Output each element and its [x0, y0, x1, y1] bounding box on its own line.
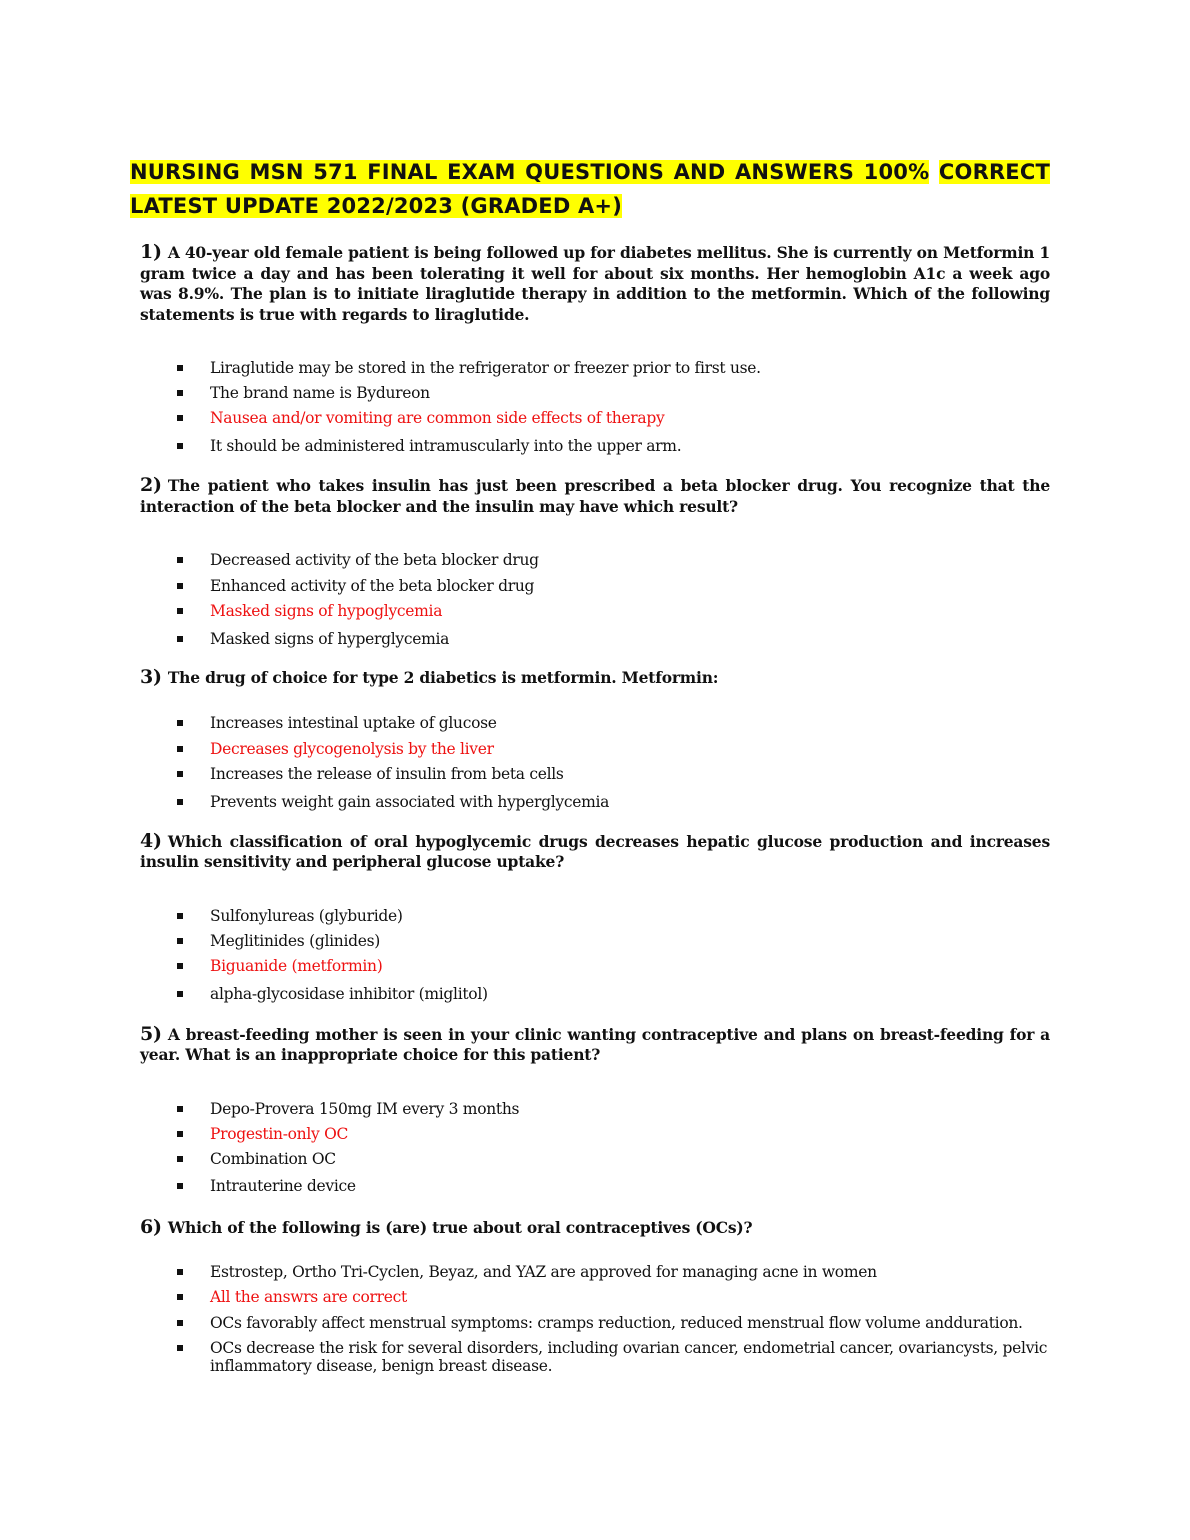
answer-option-label: Estrostep, Ortho Tri-Cyclen, Beyaz, and YAZ are approved for managing acne in women	[210, 1263, 877, 1281]
question-number: 5)	[140, 1022, 162, 1045]
square-bullet-icon	[177, 913, 183, 919]
title-line-1: NURSING MSN 571 FINAL EXAM QUESTIONS AND ANSWERS 100%	[130, 160, 930, 184]
square-bullet-icon	[177, 1269, 183, 1275]
answer-option-label: All the answrs are correct	[210, 1288, 407, 1306]
answer-option-label: Meglitinides (glinides)	[210, 931, 381, 950]
answer-option-correct	[140, 740, 1050, 758]
square-bullet-icon	[177, 771, 183, 777]
answer-option	[140, 765, 1050, 783]
answer-option	[140, 437, 1050, 455]
answer-option	[140, 630, 1050, 648]
square-bullet-icon	[177, 1294, 183, 1300]
answer-options	[140, 1100, 1050, 1195]
question-5	[140, 1024, 1050, 1195]
question-2	[140, 475, 1050, 648]
square-bullet-icon	[177, 557, 183, 563]
square-bullet-icon	[177, 991, 183, 997]
question-text	[140, 1217, 1050, 1239]
question-text	[140, 667, 1050, 689]
answer-option	[140, 577, 1050, 595]
answer-options	[140, 551, 1050, 648]
question-prompt: Which of the following is (are) true about oral contraceptives (OCs)?	[167, 1217, 753, 1237]
question-4	[140, 831, 1050, 1003]
answer-option-label: Increases intestinal uptake of glucose	[210, 713, 497, 732]
question-prompt: The drug of choice for type 2 diabetics is metformin. Metformin:	[167, 668, 719, 687]
answer-option-label: Depo-Provera 150mg IM every 3 months	[210, 1099, 520, 1118]
answer-option	[140, 551, 1050, 569]
square-bullet-icon	[177, 746, 183, 752]
square-bullet-icon	[177, 608, 183, 614]
answer-option-correct	[140, 409, 1050, 427]
square-bullet-icon	[177, 365, 183, 371]
answer-options	[140, 714, 1050, 811]
answer-option-correct	[140, 957, 1050, 975]
answer-option-label: Combination OC	[210, 1149, 336, 1168]
answer-option-correct	[140, 1125, 1050, 1143]
answer-option-label: alpha-glycosidase inhibitor (miglitol)	[210, 984, 488, 1003]
answer-option-label: It should be administered intramuscularly into the upper arm.	[210, 437, 682, 455]
square-bullet-icon	[177, 1345, 183, 1351]
square-bullet-icon	[177, 1183, 183, 1189]
square-bullet-icon	[177, 1131, 183, 1137]
answer-option	[140, 1177, 1050, 1195]
answer-option-label: Progestin-only OC	[210, 1124, 349, 1143]
question-text	[140, 475, 1050, 517]
answer-option	[140, 985, 1050, 1003]
square-bullet-icon	[177, 963, 183, 969]
answer-option	[140, 932, 1050, 950]
question-prompt: A breast-feeding mother is seen in your clinic wanting contraceptive and plans on breast-feeding for a year. What is an inappropriate choice for this patient?	[140, 1024, 1050, 1064]
answer-option-label: Masked signs of hyperglycemia	[210, 630, 450, 648]
question-text	[140, 242, 1050, 325]
answer-option-label: Decreases glycogenolysis by the liver	[210, 739, 494, 758]
answer-option-correct	[140, 1288, 1050, 1306]
answer-options	[140, 359, 1050, 455]
answer-option	[140, 714, 1050, 732]
square-bullet-icon	[177, 1156, 183, 1162]
answer-option	[140, 1339, 1050, 1375]
answer-option	[140, 384, 1050, 402]
question-prompt: A 40-year old female patient is being followed up for diabetes mellitus. She is currently on Metformin 1 gram twice a day and has been tolerating it well for about six months. Her hemoglobin A1c a week ago was 8.9%. The plan is to initiate liraglutide therapy in addition to the metformin. Which of the following statements is true with regards to liraglutide.	[140, 243, 1050, 324]
document-title	[130, 155, 1050, 223]
answer-option-label: Decreased activity of the beta blocker drug	[210, 551, 539, 569]
question-3	[140, 667, 1050, 811]
answer-option	[140, 1263, 1050, 1281]
answer-options	[140, 1263, 1050, 1375]
answer-option-label: Increases the release of insulin from beta cells	[210, 764, 564, 783]
answer-option-label: Intrauterine device	[210, 1176, 356, 1195]
square-bullet-icon	[177, 938, 183, 944]
answer-options	[140, 907, 1050, 1003]
question-prompt: Which classification of oral hypoglycemic drugs decreases hepatic glucose production and increases insulin sensitivity and peripheral glucose uptake?	[140, 831, 1050, 871]
answer-option-label: OCs decrease the risk for several disorders, including ovarian cancer, endometrial cancer, ovariancysts, pelvic inflammatory disease, benign breast disease.	[210, 1339, 1048, 1375]
answer-option-label: OCs favorably affect menstrual symptoms: cramps reduction, reduced menstrual flow volume andduration.	[210, 1314, 1023, 1332]
square-bullet-icon	[177, 583, 183, 589]
question-list	[140, 242, 1050, 1375]
title-line-2: CORRECT LATEST UPDATE 2022/2023 (GRADED A+)	[130, 160, 1050, 218]
question-number: 4)	[140, 829, 162, 852]
question-6	[140, 1217, 1050, 1376]
answer-option-label: Sulfonylureas (glyburide)	[210, 906, 403, 925]
question-number: 2)	[140, 474, 162, 496]
answer-option-label: Nausea and/or vomiting are common side effects of therapy	[210, 409, 665, 427]
answer-option-label: The brand name is Bydureon	[210, 384, 430, 402]
square-bullet-icon	[177, 443, 183, 449]
answer-option	[140, 1314, 1050, 1332]
answer-option	[140, 907, 1050, 925]
question-prompt: The patient who takes insulin has just been prescribed a beta blocker drug. You recognize that the interaction of the beta blocker and the insulin may have which result?	[140, 476, 1050, 516]
question-text	[140, 831, 1050, 873]
question-number: 3)	[140, 666, 162, 688]
square-bullet-icon	[177, 720, 183, 726]
question-text	[140, 1024, 1050, 1066]
question-number: 1)	[140, 241, 162, 263]
answer-option	[140, 793, 1050, 811]
answer-option-label: Prevents weight gain associated with hyperglycemia	[210, 792, 610, 811]
answer-option-label: Enhanced activity of the beta blocker drug	[210, 577, 535, 595]
answer-option	[140, 1100, 1050, 1118]
question-1	[140, 242, 1050, 455]
square-bullet-icon	[177, 1320, 183, 1326]
square-bullet-icon	[177, 636, 183, 642]
square-bullet-icon	[177, 799, 183, 805]
square-bullet-icon	[177, 415, 183, 421]
answer-option	[140, 1150, 1050, 1168]
answer-option-label: Liraglutide may be stored in the refrigerator or freezer prior to first use.	[210, 359, 761, 377]
answer-option	[140, 359, 1050, 377]
square-bullet-icon	[177, 390, 183, 396]
answer-option-label: Masked signs of hypoglycemia	[210, 602, 443, 620]
question-number: 6)	[140, 1215, 162, 1238]
square-bullet-icon	[177, 1106, 183, 1112]
answer-option-label: Biguanide (metformin)	[210, 956, 383, 975]
answer-option-correct	[140, 602, 1050, 620]
